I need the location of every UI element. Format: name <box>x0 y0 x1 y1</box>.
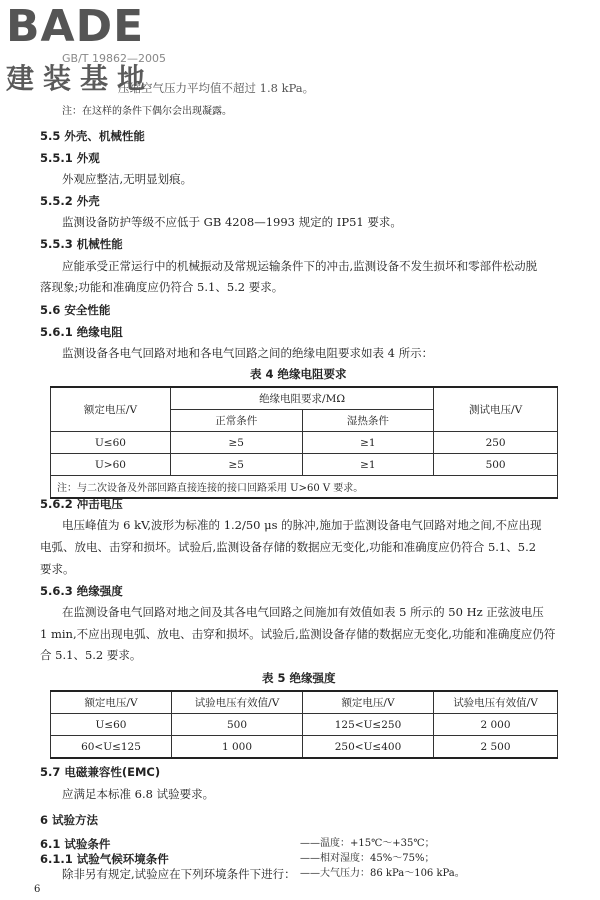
section-5-6-heading: 5.6 安全性能 <box>40 303 111 317</box>
table-5 <box>50 690 558 759</box>
table-5-header-test-1: 试验电压有效值/V <box>172 691 303 714</box>
table-4-header-normal: 正常条件 <box>170 410 302 432</box>
table-5-cell-rated-2: 250<U≤400 <box>303 736 434 759</box>
logo-cn-text: 建装基地 <box>6 62 155 95</box>
section-6-heading: 6 试验方法 <box>40 813 99 827</box>
table-4-cell-normal: ≥5 <box>170 432 302 454</box>
table-4-header-rated: 额定电压/V <box>51 387 171 432</box>
section-5-6-3-text-2: 1 min,不应出现电弧、放电、击穿和损坏。试验后,监测设备存储的数据应无变化,功能和准确度应仍符 <box>40 627 556 641</box>
condition-temperature: ——温度：+15℃～+35℃； <box>300 838 435 849</box>
table-row <box>51 714 558 736</box>
section-5-6-2-text-3: 要求。 <box>40 562 75 576</box>
section-5-6-3-text-1: 在监测设备电气回路对地之间及其各电气回路之间施加有效值如表 5 所示的 50 Hz 正弦波电压 <box>62 605 544 619</box>
table-4-header-test: 测试电压/V <box>434 387 558 432</box>
page-number: 6 <box>34 884 41 895</box>
table-row <box>51 736 558 759</box>
section-6-1-heading: 6.1 试验条件 <box>40 837 111 851</box>
table-5-cell-rated-2: 125<U≤250 <box>303 714 434 736</box>
table-4-cell-test: 250 <box>434 432 558 454</box>
table-4-cell-rated: U>60 <box>51 454 171 476</box>
section-5-5-3-heading: 5.5.3 机械性能 <box>40 237 123 251</box>
table-4-cell-rated: U≤60 <box>51 432 171 454</box>
table-5-cell-rated-1: U≤60 <box>51 714 172 736</box>
section-5-5-heading: 5.5 外壳、机械性能 <box>40 129 145 143</box>
table-4-cell-damp: ≥1 <box>302 432 434 454</box>
section-5-7-heading: 5.7 电磁兼容性(EMC) <box>40 765 161 779</box>
logo-text: BADE <box>6 1 145 52</box>
section-5-5-1-text: 外观应整洁,无明显划痕。 <box>62 172 193 186</box>
condition-pressure: ——大气压力：86 kPa～106 kPa。 <box>300 868 465 879</box>
top-line: 压缩空气压力平均值不超过 1.8 kPa。 <box>118 81 315 95</box>
section-6-1-1-text: 除非另有规定,试验应在下列环境条件下进行： <box>62 867 296 881</box>
table-row <box>51 432 558 454</box>
section-5-6-1-text: 监测设备各电气回路对地和各电气回路之间的绝缘电阻要求如表 4 所示： <box>62 346 434 360</box>
table-4-cell-test: 500 <box>434 454 558 476</box>
table-5-header-rated-2: 额定电压/V <box>303 691 434 714</box>
table-4 <box>50 386 558 499</box>
table-row <box>51 454 558 476</box>
table-5-header-rated-1: 额定电压/V <box>51 691 172 714</box>
section-5-6-2-heading: 5.6.2 冲击电压 <box>40 497 123 511</box>
section-5-6-3-text-3: 合 5.1、5.2 要求。 <box>40 648 142 662</box>
section-5-6-2-text-1: 电压峰值为 6 kV,波形为标准的 1.2/50 μs 的脉冲,施加于监测设备电气回路对地之间,不应出现 <box>62 518 542 532</box>
table-5-caption: 表 5 绝缘强度 <box>262 671 336 685</box>
section-5-5-1-heading: 5.5.1 外观 <box>40 151 100 165</box>
table-4-caption: 表 4 绝缘电阻要求 <box>250 367 347 381</box>
table-5-cell-test-2: 2 000 <box>434 714 558 736</box>
top-note: 注：在这样的条件下偶尔会出现凝露。 <box>62 106 232 117</box>
table-4-header-damp: 湿热条件 <box>302 410 434 432</box>
section-5-5-3-text-1: 应能承受正常运行中的机械振动及常规运输条件下的冲击,监测设备不发生损坏和零部件松动脱 <box>62 259 538 273</box>
section-5-5-2-heading: 5.5.2 外壳 <box>40 194 100 208</box>
condition-humidity: ——相对湿度：45%～75%； <box>300 853 435 864</box>
table-4-cell-damp: ≥1 <box>302 454 434 476</box>
table-4-header-requirement: 绝缘电阻要求/MΩ <box>170 387 433 410</box>
section-5-6-2-text-2: 电弧、放电、击穿和损坏。试验后,监测设备存储的数据应无变化,功能和准确度应仍符合 5.1、5.2 <box>40 540 537 554</box>
table-4-cell-normal: ≥5 <box>170 454 302 476</box>
table-4-note: 注：与二次设备及外部回路直接连接的接口回路采用 U>60 V 要求。 <box>51 476 558 499</box>
section-5-6-3-heading: 5.6.3 绝缘强度 <box>40 584 123 598</box>
table-5-cell-test-1: 500 <box>172 714 303 736</box>
section-5-5-3-text-2: 落现象;功能和准确度应仍符合 5.1、5.2 要求。 <box>40 280 284 294</box>
table-5-cell-test-2: 2 500 <box>434 736 558 759</box>
standard-code: GB/T 19862—2005 <box>62 52 166 65</box>
table-5-header-test-2: 试验电压有效值/V <box>434 691 558 714</box>
section-5-6-1-heading: 5.6.1 绝缘电阻 <box>40 325 123 339</box>
section-6-1-1-heading: 6.1.1 试验气候环境条件 <box>40 852 169 866</box>
table-5-cell-rated-1: 60<U≤125 <box>51 736 172 759</box>
section-5-5-2-text: 监测设备防护等级不应低于 GB 4208—1993 规定的 IP51 要求。 <box>62 215 402 229</box>
table-5-cell-test-1: 1 000 <box>172 736 303 759</box>
section-5-7-text: 应满足本标准 6.8 试验要求。 <box>62 787 215 801</box>
